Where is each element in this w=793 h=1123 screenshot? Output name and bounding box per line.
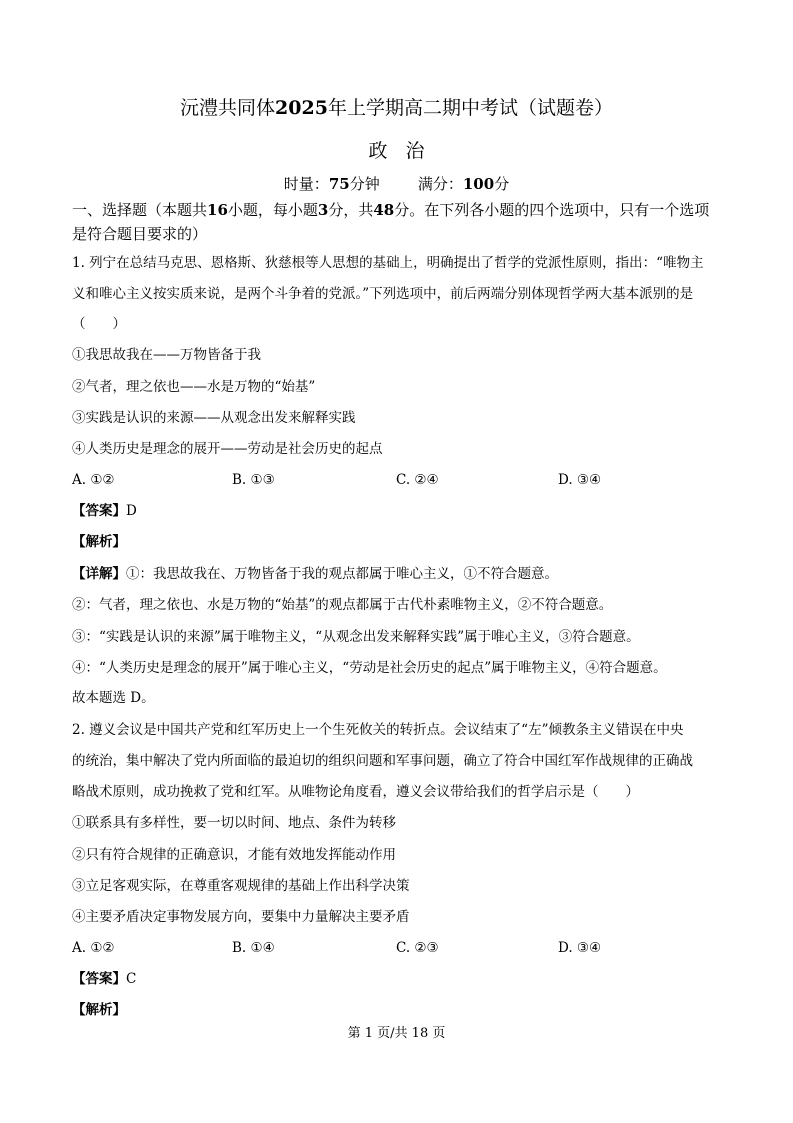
q1-answer-value: D bbox=[126, 503, 137, 519]
q2-option-d: D. ③④ bbox=[558, 940, 602, 956]
time-unit: 分钟 bbox=[349, 175, 380, 193]
q1-option-b: B. ①③ bbox=[232, 472, 275, 488]
score-label: 满分： bbox=[417, 175, 463, 193]
title-suffix: 年上学期高二期中考试（试题卷） bbox=[327, 97, 613, 119]
q1-detail-line-1: 【详解】①：我思故我在、万物皆备于我的观点都属于唯心主义，①不符合题意。 bbox=[72, 566, 558, 582]
q2-option-b: B. ①④ bbox=[232, 940, 275, 956]
exam-title bbox=[0, 94, 793, 122]
q1-option-d: D. ③④ bbox=[558, 472, 602, 488]
q2-item-1: ①联系具有多样性，要一切以时间、地点、条件为转移 bbox=[72, 815, 396, 831]
time-label: 时量： bbox=[283, 175, 329, 193]
q1-answer-label: 【答案】 bbox=[72, 503, 126, 519]
title-prefix: 沅澧共同体 bbox=[180, 97, 276, 119]
q2-options bbox=[72, 938, 672, 958]
score-unit: 分 bbox=[494, 175, 510, 193]
q2-item-3: ③立足客观实际，在尊重客观规律的基础上作出科学决策 bbox=[72, 878, 410, 894]
q1-item-1: ①我思故我在——万物皆备于我 bbox=[72, 347, 261, 363]
page-footer: 第 1 页/共 18 页 bbox=[347, 1026, 446, 1041]
subject-name: 政治 bbox=[368, 140, 443, 162]
q1-option-c: C. ②④ bbox=[396, 472, 439, 488]
q2-option-c: C. ②③ bbox=[396, 940, 439, 956]
q1-item-3: ③实践是认识的来源——从观念出发来解释实践 bbox=[72, 410, 356, 426]
q1-item-4: ④人类历史是理念的展开——劳动是社会历史的起点 bbox=[72, 441, 383, 457]
q2-stem-line-1: 2. 遵义会议是中国共产党和红军历史上一个生死攸关的转折点。会议结束了“左”倾教条主义错误在中央 bbox=[72, 722, 684, 738]
score-value: 100 bbox=[462, 175, 495, 193]
q1-detail-label: 【详解】 bbox=[72, 566, 126, 582]
q2-analysis-label: 【解析】 bbox=[72, 1002, 126, 1018]
title-year: 2025 bbox=[275, 97, 328, 119]
q2-item-2: ②只有符合规律的正确意识，才能有效地发挥能动作用 bbox=[72, 847, 396, 863]
q1-detail-line-3: ③：“实践是认识的来源”属于唯物主义，“从观念出发来解释实践”属于唯心主义，③符合题意。 bbox=[72, 629, 640, 645]
q2-stem-line-3: 略战术原则，成功挽救了党和红军。从唯物论角度看，遵义会议带给我们的哲学启示是（ ） bbox=[72, 784, 639, 800]
q1-option-a: A. ①② bbox=[72, 472, 115, 488]
q1-analysis-label: 【解析】 bbox=[72, 534, 126, 550]
q1-stem-line-2: 义和唯心主义按实质来说，是两个斗争着的党派。”下列选项中，前后两端分别体现哲学两大基本派别的是 bbox=[72, 286, 694, 302]
q2-answer-value: C bbox=[126, 971, 137, 987]
q1-detail-line-5: 故本题选 D。 bbox=[72, 690, 155, 706]
q1-answer bbox=[72, 501, 732, 521]
q1-stem-line-1: 1. 列宁在总结马克思、恩格斯、狄慈根等人思想的基础上，明确提出了哲学的党派性原则，指出：“唯物主 bbox=[72, 255, 704, 271]
q2-answer bbox=[72, 969, 732, 989]
q2-answer-label: 【答案】 bbox=[72, 971, 126, 987]
q1-options bbox=[72, 470, 672, 490]
q1-detail-line-2: ②：气者，理之依也、水是万物的“始基”的观点都属于古代朴素唯物主义，②不符合题意。 bbox=[72, 597, 613, 613]
section-heading: 一、选择题（本题共16小题，每小题3分，共48分。在下列各小题的四个选项中，只有一个选项是符合题目要求的） bbox=[72, 201, 710, 243]
q1-stem-line-3: （ ） bbox=[72, 316, 126, 332]
q1-item-2: ②气者，理之依也——水是万物的“始基” bbox=[72, 379, 316, 395]
q2-stem-line-2: 的统治，集中解决了党内所面临的最迫切的组织问题和军事问题，确立了符合中国红军作战规律的正确战 bbox=[72, 753, 693, 769]
exam-meta bbox=[0, 173, 793, 195]
q2-option-a: A. ①② bbox=[72, 940, 115, 956]
q2-item-4: ④主要矛盾决定事物发展方向，要集中力量解决主要矛盾 bbox=[72, 909, 410, 925]
q1-detail-line-4: ④：“人类历史是理念的展开”属于唯心主义，“劳动是社会历史的起点”属于唯物主义，④符合题意。 bbox=[72, 660, 667, 676]
time-value: 75 bbox=[328, 175, 350, 193]
